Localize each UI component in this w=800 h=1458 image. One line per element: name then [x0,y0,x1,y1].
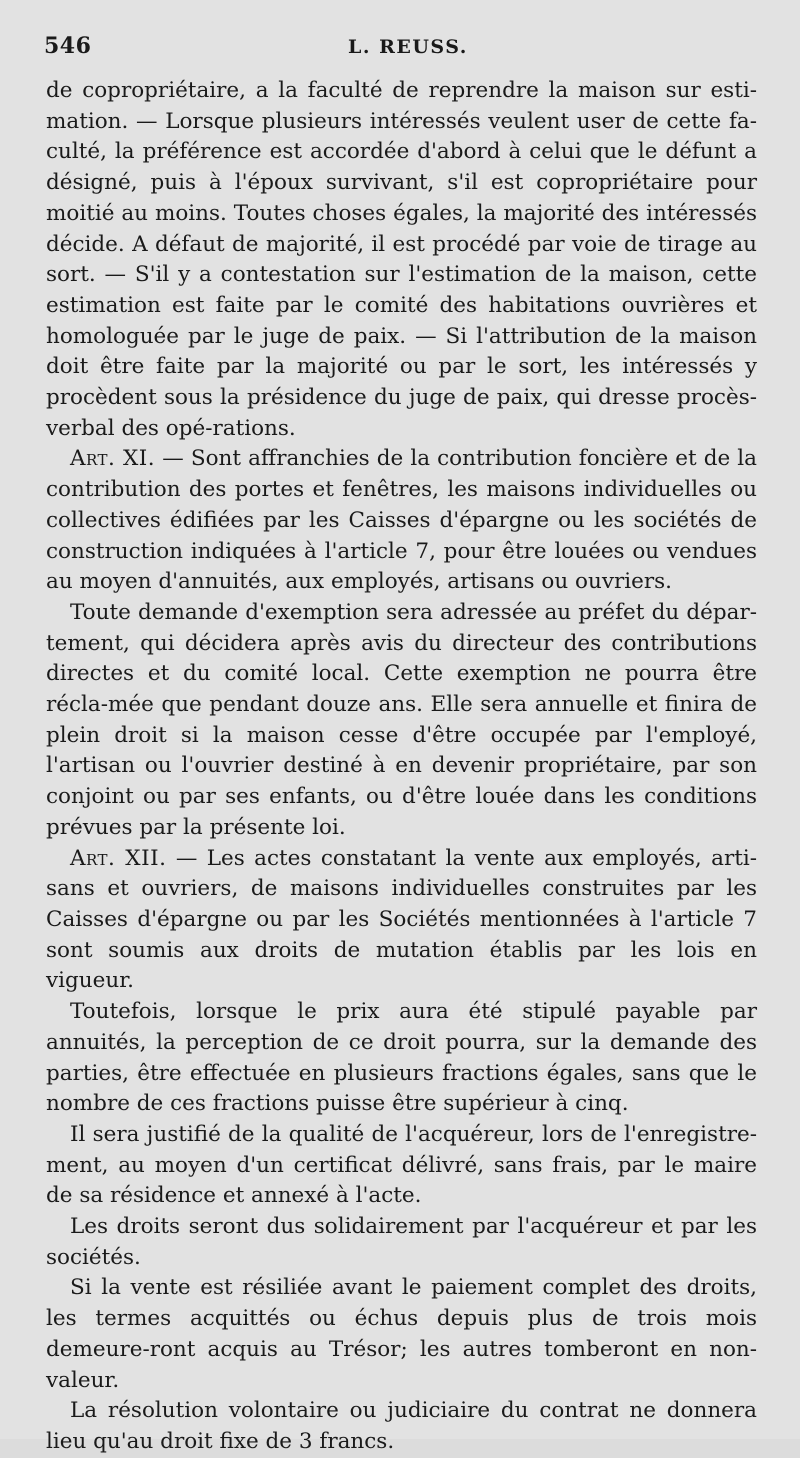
paragraph-text: — Les actes constatant la vente aux employés, arti-sans et ouvriers, de maisons individuelles construites par les Caisses d'épargne ou par les Sociétés mentionnées à l'article 7 sont soumis aux droits de mutation établis par les lois en vigueur. [46,845,757,994]
article-xi [46,444,757,598]
article-label: Art. XI. [70,446,156,472]
paragraph-certificat [46,1120,757,1212]
article-xii [46,844,757,998]
page-header [44,33,756,63]
paragraph-text: Les droits seront dus solidairement par l'acquéreur et par les sociétés. [46,1214,757,1270]
paragraph-solidarite [46,1212,757,1273]
paragraph-resolution [46,1396,757,1457]
paragraph-text: — Sont affranchies de la contribution foncière et de la contribution des portes et fenêtres, les maisons individuelles ou collectives édifiées par les Caisses d'épargne ou les sociétés de construction indiquées à l'article 7, pour être louées ou vendues au moyen d'annuités, aux employés, artisans ou ouvriers. [46,446,757,595]
article-label: Art. XII. [70,845,167,871]
paragraph-text: Si la vente est résiliée avant le paiement complet des droits, les termes acquittés ou échus depuis plus de trois mois demeure-ront acquis au Trésor; les autres tomberont en non-valeur. [46,1275,757,1393]
paragraph-text: Il sera justifié de la qualité de l'acquéreur, lors de l'enregistre-ment, au moyen d'un certificat délivré, sans frais, par le maire de sa résidence et annexé à l'acte. [46,1121,757,1209]
paragraph-text: Toutefois, lorsque le prix aura été stipulé payable par annuités, la perception de ce droit pourra, sur la demande des parties, être effectuée en plusieurs fractions égales, sans que le nombre de ces fractions puisse être supérieur à cinq. [46,999,757,1117]
paragraph-exemption [46,598,757,844]
paragraph-copropriete [46,76,757,444]
paragraph-text: La résolution volontaire ou judiciaire du contrat ne donnera lieu qu'au droit fixe de 3 francs. [46,1398,757,1454]
page-number: 546 [44,33,92,59]
running-head: L. REUSS. [348,36,468,58]
paragraph-text: Toute demande d'exemption sera adressée au préfet du dépar-tement, qui décidera après avis du directeur des contributions directes et du comité local. Cette exemption ne pourra être récla-mée que pendant douze ans. Elle sera annuelle et finira de plein droit si la maison cesse d'être occupée par l'employé, l'artisan ou l'ouvrier destiné à en devenir propriétaire, par son conjoint ou par ses enfants, ou d'être louée dans les conditions prévues par la présente loi. [46,599,757,840]
paragraph-annuites [46,997,757,1120]
body-text [46,76,757,1458]
paragraph-text: de copropriétaire, a la faculté de reprendre la maison sur esti-mation. — Lorsque plusieurs intéressés veulent user de cette fa-culté, la préférence est accordée d'abord à celui que le défunt a désigné, puis à l'époux survivant, s'il est copropriétaire pour moitié au moins. Toutes choses égales, la majorité des intéressés décide. A défaut de majorité, il est procédé par voie de tirage au sort. — S'il y a contestation sur l'estimation de la maison, cette estimation est faite par le comité des habitations ouvrières et homologuée par le juge de paix. — Si l'attribution de la maison doit être faite par la majorité ou par le sort, les intéressés y procèdent sous la présidence du juge de paix, qui dresse procès-verbal des opé-rations. [46,78,757,441]
paragraph-resiliation [46,1273,757,1396]
